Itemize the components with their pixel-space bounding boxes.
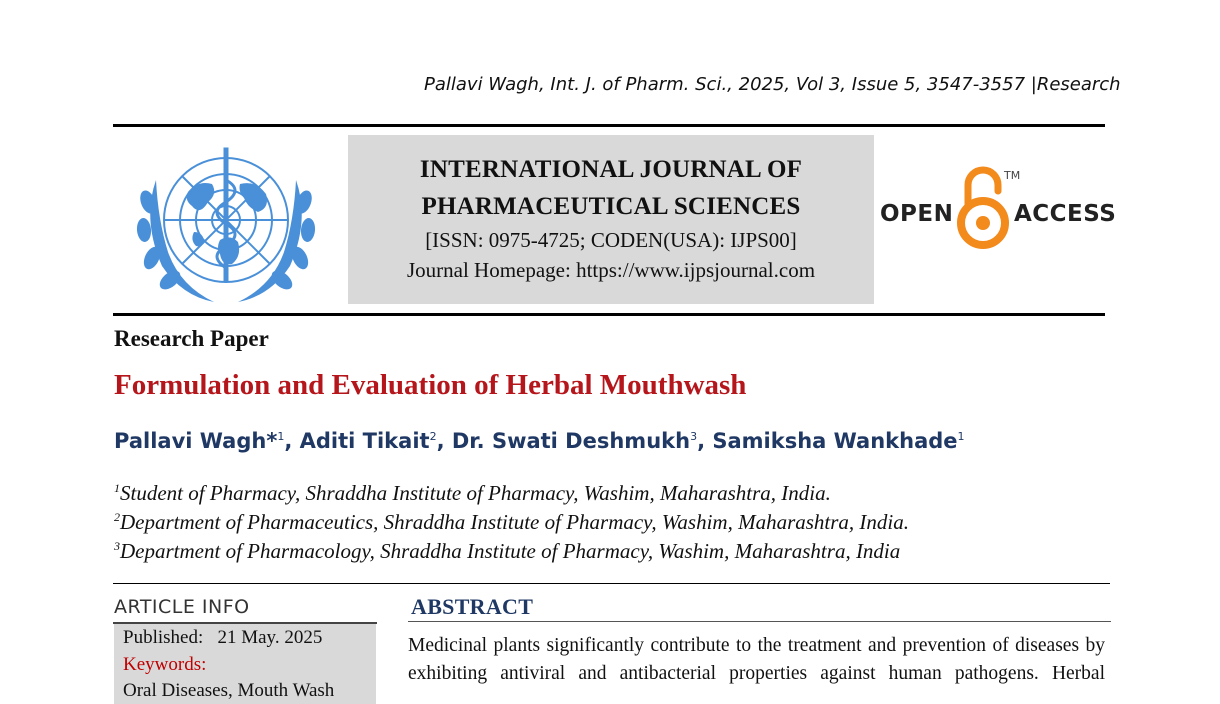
affiliation-text: Department of Pharmacology, Shraddha Institute of Pharmacy, Washim, Maharashtra, India	[120, 539, 901, 563]
author-name[interactable]: Dr. Swati Deshmukh	[451, 429, 691, 453]
open-access-open: OPEN	[880, 201, 954, 227]
published-row	[123, 627, 322, 649]
article-info-heading: ARTICLE INFO	[114, 596, 250, 618]
open-access-logo	[880, 165, 1117, 255]
affiliation-sup: 2	[114, 510, 120, 524]
abstract-line: Medicinal plants significantly contribute to the treatment and prevention of diseases by	[408, 635, 1105, 656]
author-name[interactable]: Samiksha Wankhade	[712, 429, 958, 453]
abstract-heading: ABSTRACT	[411, 594, 534, 619]
affiliation	[114, 510, 909, 535]
author-affil-sup: 1	[957, 430, 965, 443]
section-divider	[113, 583, 1110, 584]
journal-header-box	[348, 135, 874, 304]
journal-homepage-link[interactable]: Journal Homepage: https://www.ijpsjournal.com	[406, 258, 816, 282]
author-separator: ,	[284, 429, 300, 453]
journal-issn: [ISSN: 0975-4725; CODEN(USA): IJPS00]	[425, 228, 797, 252]
author-affil-sup: 1	[277, 430, 285, 443]
affiliation-sup: 3	[114, 539, 120, 553]
affiliation	[114, 481, 831, 506]
author-affil-sup: 3	[690, 430, 698, 443]
abstract-underline	[408, 621, 1111, 622]
author-name[interactable]: Aditi Tikait	[299, 429, 430, 453]
affiliation-text: Student of Pharmacy, Shraddha Institute of Pharmacy, Washim, Maharashtra, India.	[120, 481, 831, 505]
author-name[interactable]: Pallavi Wagh*	[114, 429, 278, 453]
author-separator: ,	[436, 429, 452, 453]
top-rule	[113, 124, 1105, 127]
affiliation-sup: 1	[114, 481, 120, 495]
journal-title-line1: INTERNATIONAL JOURNAL OF	[419, 156, 803, 183]
running-head: Pallavi Wagh, Int. J. of Pharm. Sci., 2025, Vol 3, Issue 5, 3547-3557 |Research	[424, 74, 1121, 95]
paper-title: Formulation and Evaluation of Herbal Mouthwash	[114, 369, 747, 401]
abstract-text	[408, 632, 1105, 688]
open-access-tm: TM	[1004, 169, 1021, 182]
author-separator: ,	[697, 429, 713, 453]
globe-emblem-icon	[128, 140, 324, 306]
article-info-box	[114, 624, 376, 704]
open-access-access: ACCESS	[1014, 201, 1117, 227]
abstract-line: exhibiting antiviral and antibacterial properties against human pathogens. Herbal	[408, 663, 1105, 684]
bottom-rule	[113, 313, 1105, 316]
author-affil-sup: 2	[429, 430, 437, 443]
published-label: Published:	[123, 627, 204, 648]
affiliation	[114, 539, 900, 564]
affiliation-text: Department of Pharmaceutics, Shraddha Institute of Pharmacy, Washim, Maharashtra, India.	[120, 510, 910, 534]
paper-type: Research Paper	[114, 326, 269, 351]
published-date: 21 May. 2025	[217, 627, 323, 648]
journal-title-line2: PHARMACEUTICAL SCIENCES	[421, 193, 801, 220]
keywords-label: Keywords:	[123, 654, 207, 675]
author-list	[114, 429, 965, 453]
keywords-list: Oral Diseases, Mouth Wash	[123, 680, 335, 701]
